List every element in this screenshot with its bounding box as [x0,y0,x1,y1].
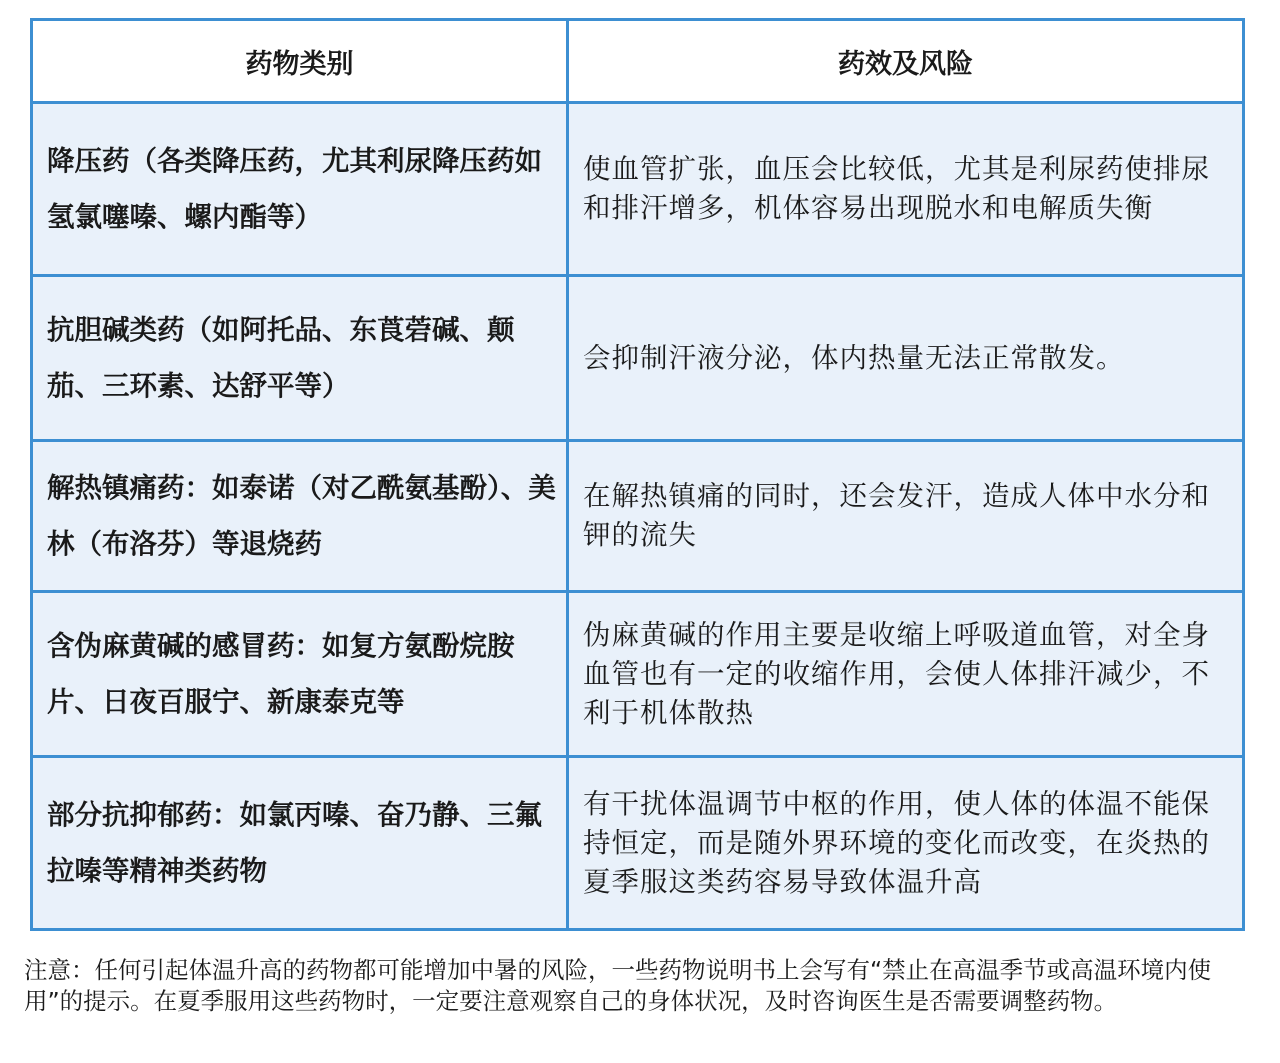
drug-category-cell: 部分抗抑郁药：如氯丙嗪、奋乃静、三氟拉嗪等精神类药物 [32,757,568,930]
drug-category-cell: 含伪麻黄碱的感冒药：如复方氨酚烷胺片、日夜百服宁、新康泰克等 [32,592,568,757]
footnote-warning: 注意：任何引起体温升高的药物都可能增加中暑的风险，一些药物说明书上会写有“禁止在高温季节或高温环境内使用”的提示。在夏季服用这些药物时，一定要注意观察自己的身体状况，及时咨询医生是否需要调整药物。 [24,956,1212,1015]
drug-effect-cell: 有干扰体温调节中枢的作用，使人体的体温不能保持恒定，而是随外界环境的变化而改变，在炎热的夏季服这类药容易导致体温升高 [568,757,1244,930]
table-row [32,441,1244,592]
table-row [32,592,1244,757]
column-header-category: 药物类别 [32,20,568,103]
drug-category-cell: 降压药（各类降压药，尤其利尿降压药如氢氯噻嗪、螺内酯等） [32,103,568,276]
drug-effect-cell: 会抑制汗液分泌，体内热量无法正常散发。 [568,276,1244,441]
drug-category-cell: 解热镇痛药：如泰诺（对乙酰氨基酚）、美林（布洛芬）等退烧药 [32,441,568,592]
table-header-row [32,20,1244,103]
drug-effect-cell: 使血管扩张，血压会比较低，尤其是利尿药使排尿和排汗增多，机体容易出现脱水和电解质失衡 [568,103,1244,276]
drug-effect-cell: 伪麻黄碱的作用主要是收缩上呼吸道血管，对全身血管也有一定的收缩作用，会使人体排汗减少，不利于机体散热 [568,592,1244,757]
table-row [32,103,1244,276]
table-row [32,757,1244,930]
medication-table [30,18,1245,931]
table-row [32,276,1244,441]
drug-effect-cell: 在解热镇痛的同时，还会发汗，造成人体中水分和钾的流失 [568,441,1244,592]
column-header-effect: 药效及风险 [568,20,1244,103]
drug-category-cell: 抗胆碱类药（如阿托品、东莨菪碱、颠茄、三环素、达舒平等） [32,276,568,441]
